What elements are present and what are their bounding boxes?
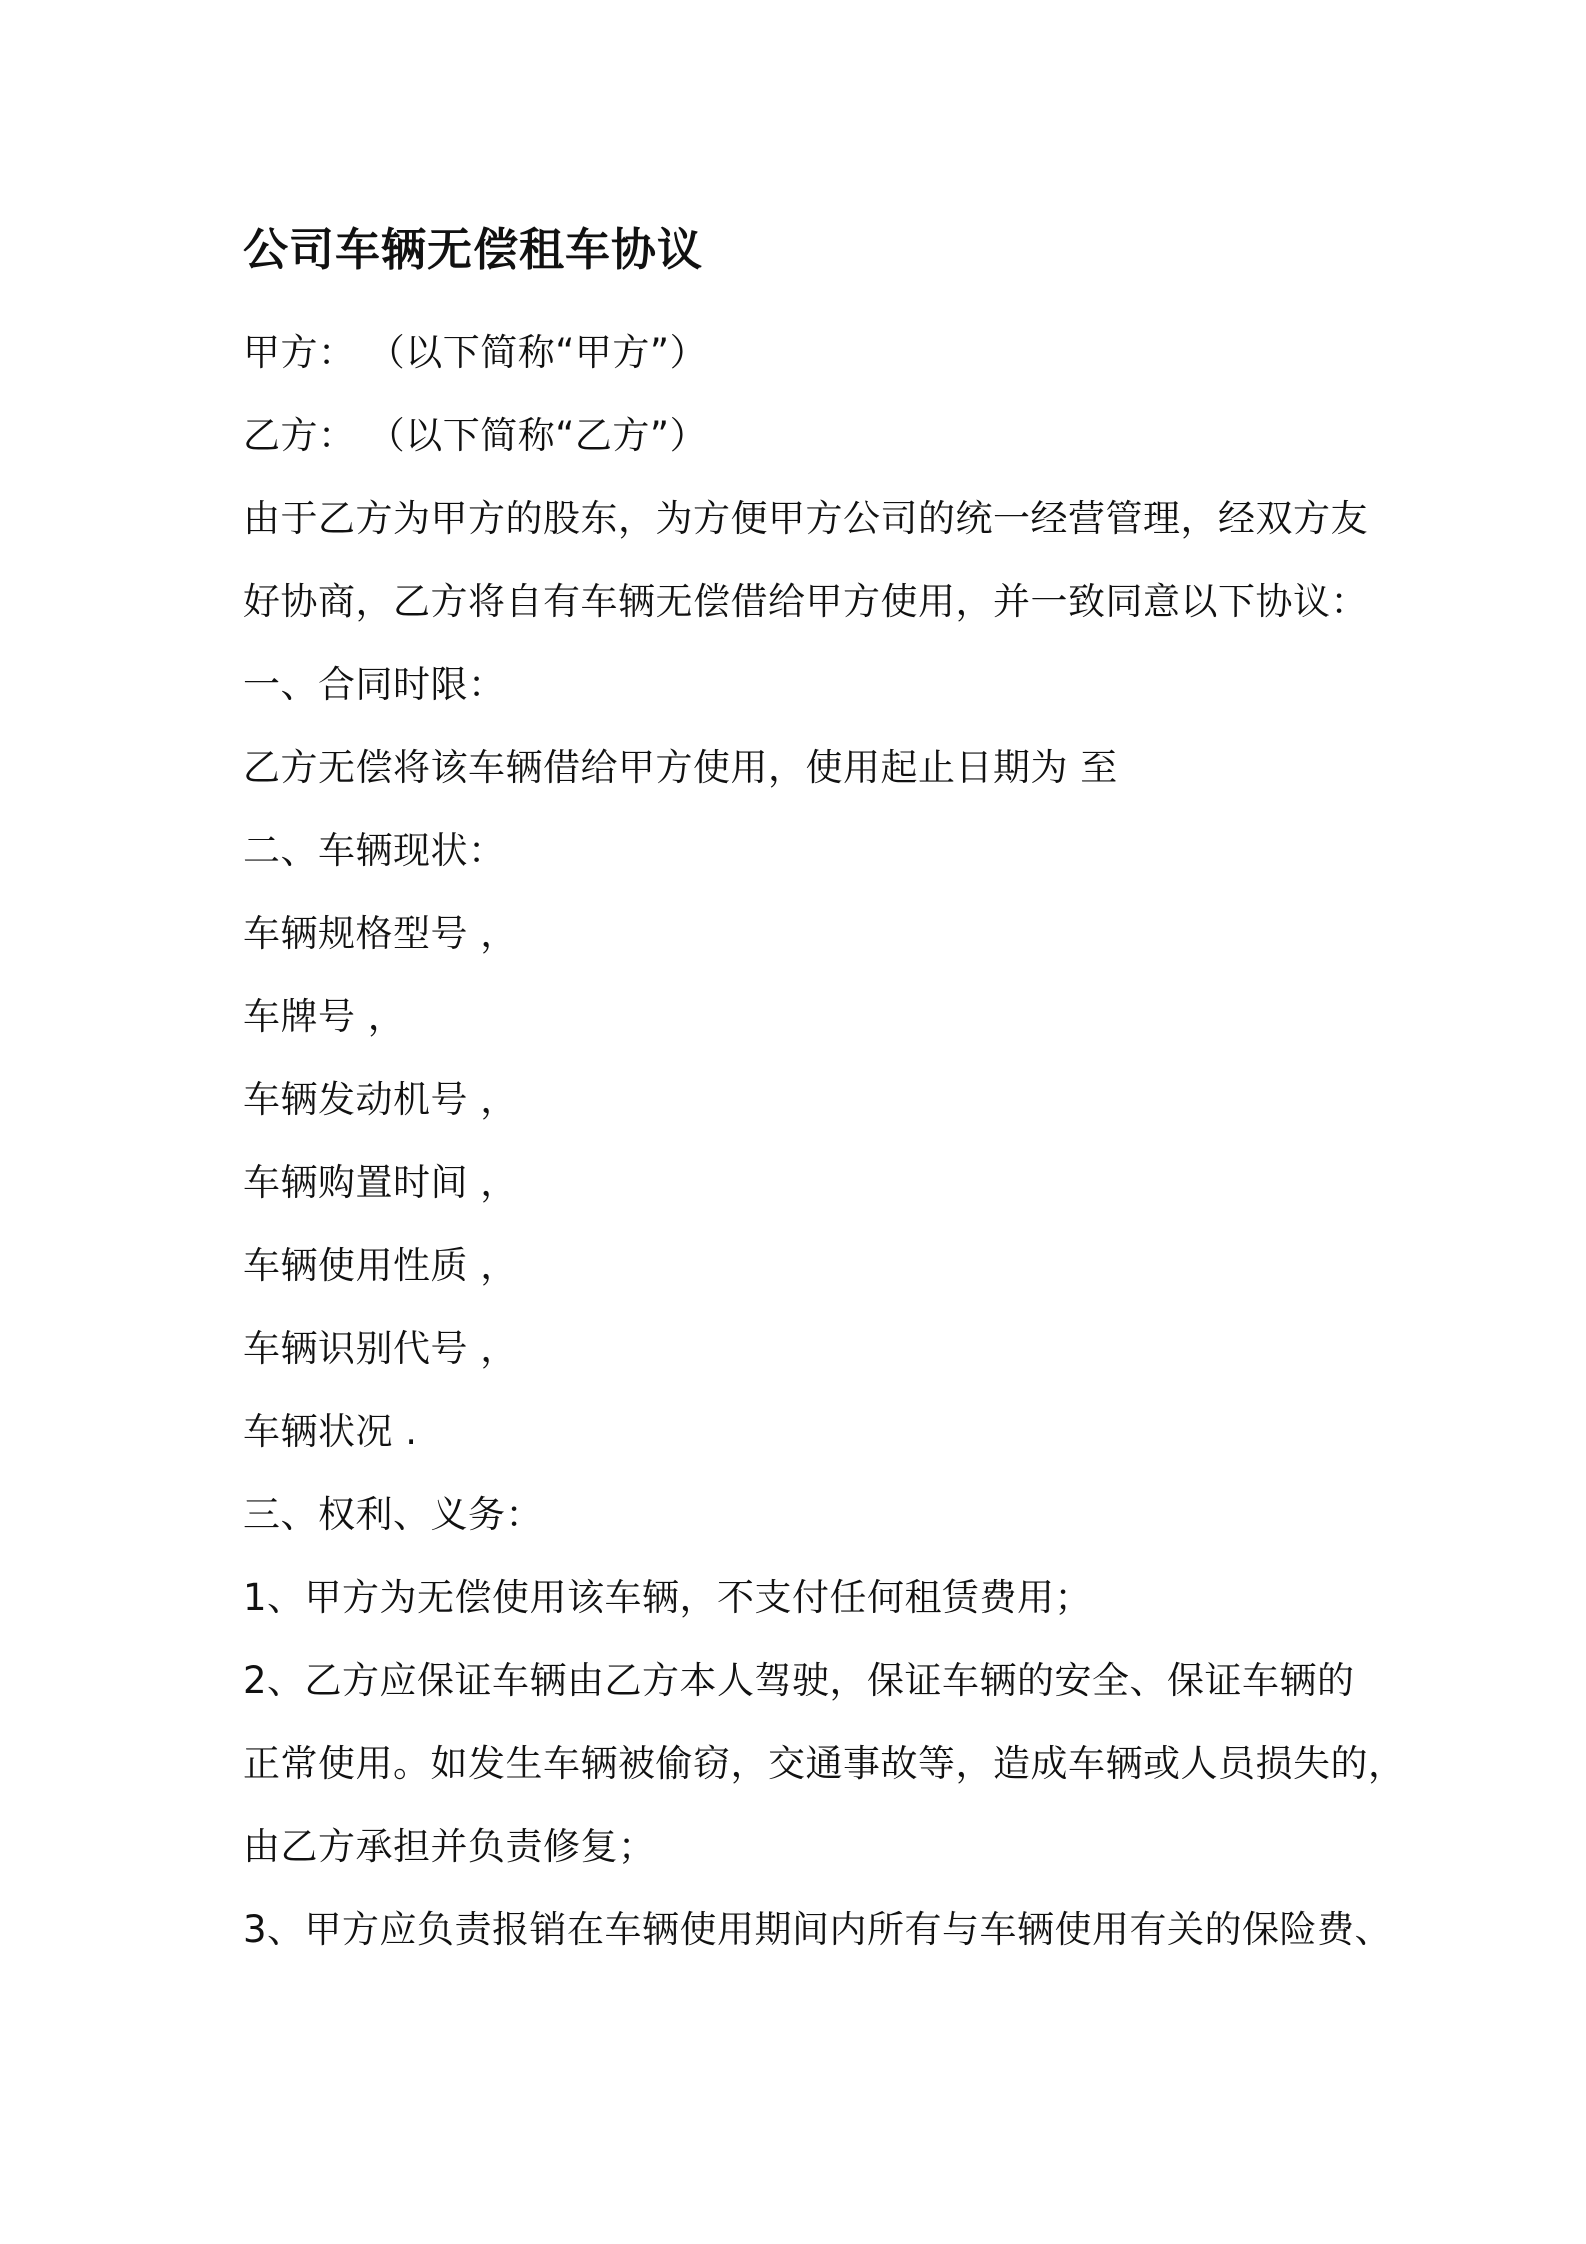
document-title: 公司车辆无偿租车协议 (243, 223, 704, 276)
section-2-heading: 二、车辆现状： (243, 829, 506, 872)
engine-number-line: 车辆发动机号 ， (243, 1078, 518, 1121)
section-1-text: 乙方无偿将该车辆借给甲方使用，使用起止日期为 至 (243, 746, 1118, 789)
document-body (243, 205, 1406, 1971)
clause-2-line-2: 正常使用。如发生车辆被偷窃，交通事故等，造成车辆或人员损失的， (243, 1742, 1406, 1785)
clause-2-line-1: 2、乙方应保证车辆由乙方本人驾驶，保证车辆的安全、保证车辆的 (243, 1659, 1355, 1702)
party-b-line: 乙方： （以下简称“乙方”） (243, 414, 708, 457)
intro-line-2: 好协商，乙方将自有车辆无偿借给甲方使用，并一致同意以下协议： (243, 580, 1368, 623)
usage-nature-line: 车辆使用性质 ， (243, 1244, 518, 1287)
plate-number-line: 车牌号 ， (243, 995, 406, 1038)
section-3-heading: 三、权利、义务： (243, 1493, 543, 1536)
clause-2 (243, 1639, 1406, 1888)
vehicle-model-line: 车辆规格型号 ， (243, 912, 518, 955)
intro-line-1: 由于乙方为甲方的股东，为方便甲方公司的统一经营管理，经双方友 (243, 497, 1368, 540)
clause-1: 1、甲方为无偿使用该车辆，不支付任何租赁费用； (243, 1576, 1093, 1619)
clause-3: 3、甲方应负责报销在车辆使用期间内所有与车辆使用有关的保险费、 (243, 1908, 1393, 1951)
purchase-date-line: 车辆购置时间 ， (243, 1161, 518, 1204)
party-a-line: 甲方： （以下简称“甲方”） (243, 331, 708, 374)
section-1-heading: 一、合同时限： (243, 663, 506, 706)
vehicle-condition-line: 车辆状况 . (243, 1410, 418, 1453)
clause-2-line-3: 由乙方承担并负责修复； (243, 1825, 656, 1868)
intro-paragraph (243, 477, 1383, 643)
vin-line: 车辆识别代号 ， (243, 1327, 518, 1370)
